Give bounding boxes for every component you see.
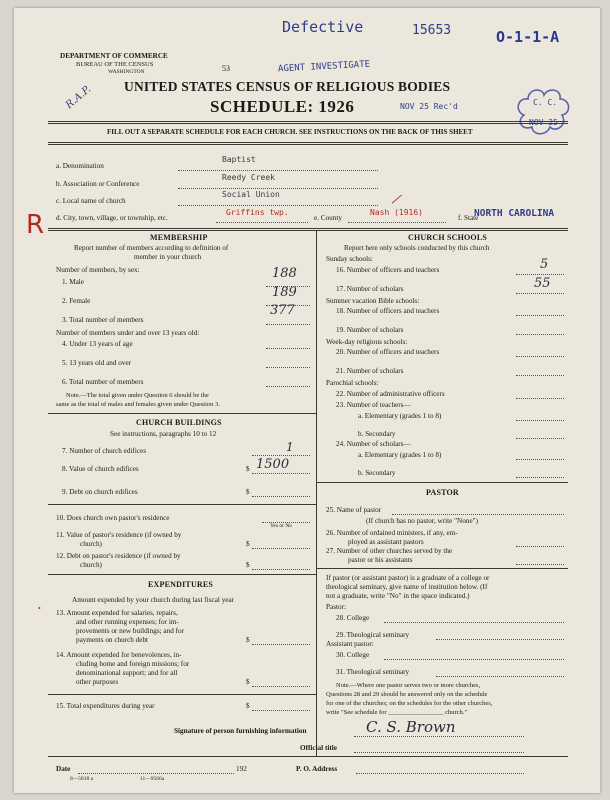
local-name-field[interactable]: Social Union bbox=[222, 190, 280, 199]
graduate-note-3: not a graduate, write "No" in the space indicated.) bbox=[326, 592, 470, 600]
signature-field[interactable]: C. S. Brown bbox=[366, 718, 456, 736]
q3-total-value[interactable]: 377 bbox=[270, 303, 295, 318]
state-label: f. State bbox=[458, 214, 479, 222]
q17-label: 17. Number of scholars bbox=[336, 285, 404, 293]
q15-dollar: $ bbox=[246, 702, 250, 710]
q12-dollar: $ bbox=[246, 561, 250, 569]
agent-investigate-stamp: AGENT INVESTIGATE bbox=[277, 59, 371, 75]
q6-label: 6. Total number of members bbox=[62, 378, 144, 386]
official-title-label: Official title bbox=[300, 744, 337, 752]
form-number-stamp: O-1-1-A bbox=[496, 28, 560, 46]
yes-no-hint: Yes or No bbox=[270, 523, 293, 529]
state-stamp[interactable]: NORTH CAROLINA bbox=[474, 208, 555, 219]
received-cloud-stamp bbox=[514, 85, 572, 137]
q29-label: 29. Theological seminary bbox=[336, 631, 410, 639]
cloud-stamp-date: NOV 25 bbox=[529, 118, 558, 127]
q28-label: 28. College bbox=[336, 614, 370, 622]
q19-label: 19. Number of scholars bbox=[336, 326, 404, 334]
q11-label-1: 11. Value of pastor's residence (if owned by bbox=[56, 531, 182, 539]
q1-male-value[interactable]: 188 bbox=[272, 266, 297, 281]
q24a-label: a. Elementary (grades 1 to 8) bbox=[358, 451, 442, 459]
q14-label-3: denominational support; and for all bbox=[76, 669, 178, 677]
q22-label: 22. Number of administrative officers bbox=[336, 390, 445, 398]
local-name-label: c. Local name of church bbox=[56, 197, 126, 205]
serial-number-stamp: 15653 bbox=[412, 23, 452, 38]
membership-heading: MEMBERSHIP bbox=[150, 233, 208, 242]
cloud-stamp-top: C. C. bbox=[533, 98, 558, 107]
received-date-stamp: NOV 25 Rec'd bbox=[400, 102, 458, 111]
q25-label: 25. Name of pastor bbox=[326, 506, 382, 514]
page-title: UNITED STATES CENSUS OF RELIGIOUS BODIES bbox=[124, 79, 451, 94]
q26-label-1: 26. Number of ordained ministers, if any, em- bbox=[326, 529, 458, 537]
q8-dollar: $ bbox=[246, 465, 250, 473]
form-code: 8—5818 a bbox=[70, 776, 94, 782]
q23b-label: b. Secondary bbox=[358, 430, 396, 438]
form-code-2: 11—9566a bbox=[140, 776, 165, 782]
membership-note-1: Note.—The total given under Question 6 should be the bbox=[66, 392, 209, 399]
q5-label: 5. 13 years old and over bbox=[62, 359, 132, 367]
q7-edifices-value[interactable]: 1 bbox=[286, 440, 294, 454]
summer-label: Summer vacation Bible schools: bbox=[326, 297, 420, 305]
q13-label-3: provements or new buildings; and for bbox=[76, 627, 184, 635]
q10-label: 10. Does church own pastor's residence bbox=[56, 514, 170, 522]
q16-label: 16. Number of officers and teachers bbox=[336, 266, 440, 274]
q1-label: 1. Male bbox=[62, 278, 84, 286]
q7-label: 7. Number of church edifices bbox=[62, 447, 147, 455]
city-field[interactable]: Griffins twp. bbox=[226, 208, 289, 217]
signature-label: Signature of person furnishing information bbox=[174, 727, 307, 735]
q13-dollar: $ bbox=[246, 636, 250, 644]
q9-label: 9. Debt on church edifices bbox=[62, 488, 138, 496]
association-field[interactable]: Reedy Creek bbox=[222, 173, 275, 182]
q13-label-1: 13. Amount expended for salaries, repairs, bbox=[56, 609, 178, 617]
denomination-field[interactable]: Baptist bbox=[222, 155, 256, 164]
code-53: 53 bbox=[222, 64, 230, 73]
q23a-label: a. Elementary (grades 1 to 8) bbox=[358, 412, 442, 420]
q8-label: 8. Value of church edifices bbox=[62, 465, 139, 473]
q3-label: 3. Total number of members bbox=[62, 316, 144, 324]
q13-label-2: and other running expenses; for im- bbox=[76, 618, 179, 626]
buildings-intro: See instructions, paragraphs 10 to 12 bbox=[110, 430, 217, 438]
q23-label: 23. Number of teachers— bbox=[336, 401, 411, 409]
red-dot-mark: • bbox=[38, 604, 41, 613]
sunday-label: Sunday schools: bbox=[326, 255, 373, 263]
graduate-note-2: theological seminary, give name of institution below. (If bbox=[326, 583, 488, 591]
bureau-city: WASHINGTON bbox=[108, 69, 145, 75]
q25-hint: (If church has no pastor, write "None") bbox=[366, 517, 478, 525]
expenditures-intro: Amount expended by your church during last fiscal year bbox=[72, 596, 235, 604]
q17-value[interactable]: 55 bbox=[534, 276, 551, 291]
po-address-label: P. O. Address bbox=[296, 765, 338, 773]
weekday-label: Week-day religious schools: bbox=[326, 338, 408, 346]
q12-label-2: church) bbox=[80, 561, 102, 569]
q11-label-2: church) bbox=[80, 540, 102, 548]
schools-heading: CHURCH SCHOOLS bbox=[408, 233, 488, 242]
q9-dollar: $ bbox=[246, 488, 250, 496]
q14-dollar: $ bbox=[246, 678, 250, 686]
schedule-title: SCHEDULE: 1926 bbox=[210, 97, 355, 116]
membership-note-2: same as the total of males and females given under Question 3. bbox=[56, 401, 220, 408]
q26-label-2: ployed as assistant pastors bbox=[348, 538, 424, 546]
q24b-label: b. Secondary bbox=[358, 469, 396, 477]
q31-label: 31. Theological seminary bbox=[336, 668, 410, 676]
pastor-heading: PASTOR bbox=[426, 488, 459, 497]
q27-label-1: 27. Number of other churches served by the bbox=[326, 547, 453, 555]
department-name: DEPARTMENT OF COMMERCE bbox=[60, 52, 168, 60]
age-label: Number of members under and over 13 years old: bbox=[56, 329, 200, 337]
q14-label-4: other purposes bbox=[76, 678, 119, 686]
q20-label: 20. Number of officers and teachers bbox=[336, 348, 440, 356]
membership-intro-1: Report number of members according to definition of bbox=[74, 244, 229, 252]
association-label: b. Association or Conference bbox=[56, 180, 140, 188]
defective-stamp: Defective bbox=[282, 18, 364, 36]
q11-dollar: $ bbox=[246, 540, 250, 548]
parochial-label: Parochial schools: bbox=[326, 379, 379, 387]
q13-label-4: payments on church debt bbox=[76, 636, 149, 644]
instruction-line: FILL OUT A SEPARATE SCHEDULE FOR EACH CHURCH. SEE INSTRUCTIONS ON THE BACK OF THIS SHEET bbox=[107, 128, 473, 136]
red-check-mark: / bbox=[389, 189, 404, 209]
denomination-label: a. Denomination bbox=[56, 162, 104, 170]
pastor-sublabel: Pastor: bbox=[326, 603, 346, 611]
buildings-heading: CHURCH BUILDINGS bbox=[136, 418, 222, 427]
q27-label-2: pastor or his assistants bbox=[348, 556, 413, 564]
pastor-note-1: Note.—Where one pastor serves two or more churches, bbox=[336, 682, 481, 689]
q21-label: 21. Number of scholars bbox=[336, 367, 404, 375]
q14-label-1: 14. Amount expended for benevolences, in- bbox=[56, 651, 182, 659]
q14-label-2: cluding home and foreign missions; for bbox=[76, 660, 190, 668]
q16-value[interactable]: 5 bbox=[540, 257, 549, 272]
assistant-sublabel: Assistant pastor: bbox=[326, 640, 374, 648]
expenditures-heading: EXPENDITURES bbox=[148, 580, 214, 589]
date-label: Date bbox=[56, 765, 71, 773]
city-label: d. City, town, village, or township, etc. bbox=[56, 214, 168, 222]
q2-female-value[interactable]: 189 bbox=[272, 285, 297, 300]
red-r-mark: R bbox=[26, 210, 45, 240]
q4-label: 4. Under 13 years of age bbox=[62, 340, 133, 348]
membership-intro-2: member in your church bbox=[134, 253, 202, 261]
q8-value-field[interactable]: 1500 bbox=[256, 457, 290, 472]
q24-label: 24. Number of scholars— bbox=[336, 440, 411, 448]
q2-label: 2. Female bbox=[62, 297, 91, 305]
q15-label: 15. Total expenditures during year bbox=[56, 702, 155, 710]
initials-mark: R.A.P. bbox=[63, 83, 94, 112]
pastor-note-4: write "See schedule for _________________ church." bbox=[326, 709, 468, 716]
county-label: e. County bbox=[314, 214, 342, 222]
county-field[interactable]: Nash (1916) bbox=[370, 208, 423, 217]
schools-intro: Report here only schools conducted by this church bbox=[344, 244, 490, 252]
q18-label: 18. Number of officers and teachers bbox=[336, 307, 440, 315]
graduate-note-1: If pastor (or assistant pastor) is a graduate of a college or bbox=[326, 574, 490, 582]
pastor-note-3: for one of the churches; on the schedules for the other churches, bbox=[326, 700, 493, 707]
bureau-name: BUREAU OF THE CENSUS bbox=[76, 61, 154, 68]
date-year: 192 bbox=[236, 765, 247, 773]
q12-label-1: 12. Debt on pastor's residence (if owned by bbox=[56, 552, 181, 560]
q30-label: 30. College bbox=[336, 651, 370, 659]
members-by-sex-label: Number of members, by sex: bbox=[56, 266, 140, 274]
pastor-note-2: Questions 28 and 29 should be answered only on the schedule bbox=[326, 691, 488, 698]
